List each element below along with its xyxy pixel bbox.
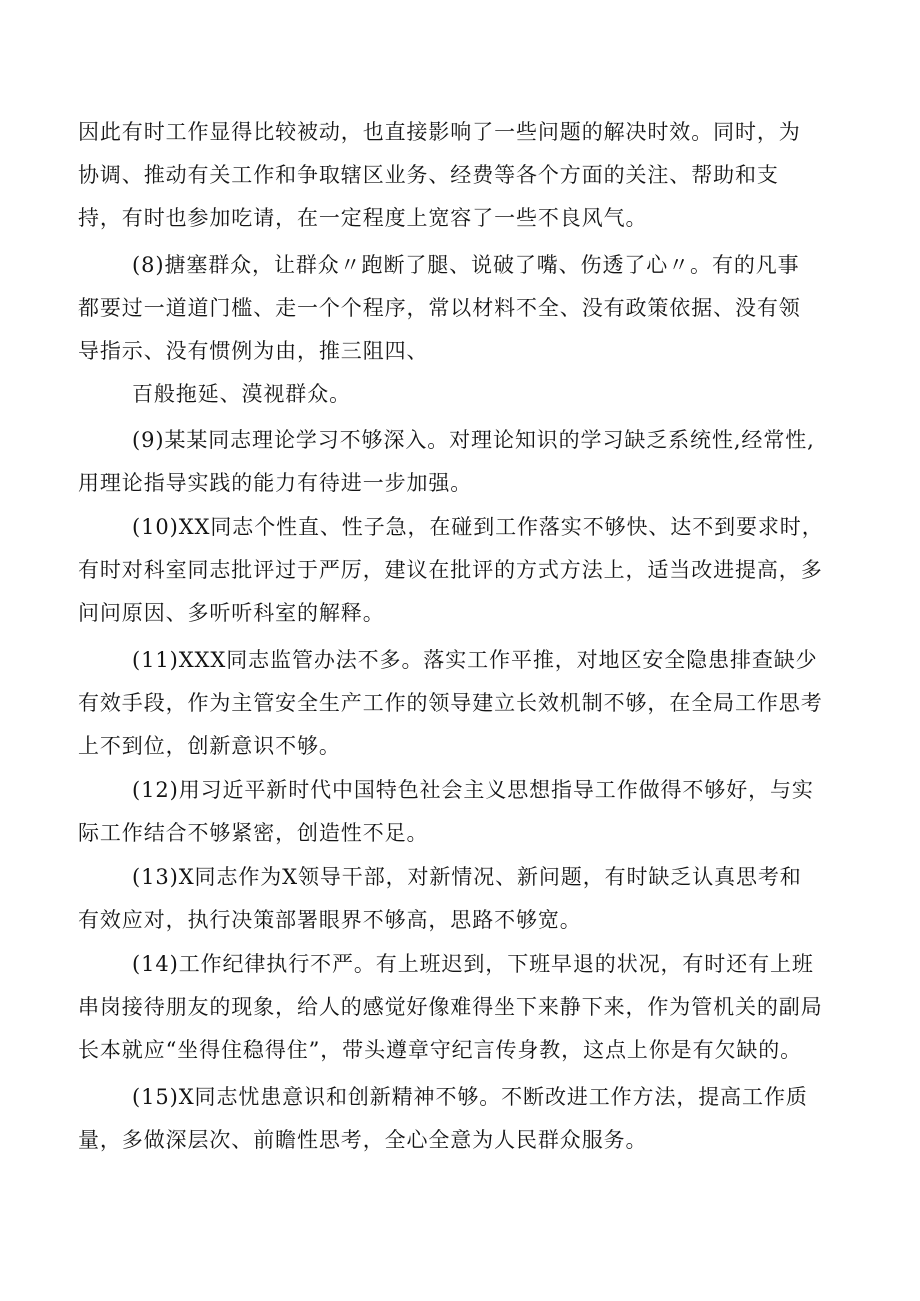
text-line: 际工作结合不够紧密，创造性不足。	[78, 821, 429, 845]
paragraph-14-start: (14)工作纪律执行不严。有上班迟到，下班早退的状况，有时还有上班	[132, 952, 814, 976]
text-line: 长本就应“坐得住稳得住”，带头遵章守纪言传身教，这点上你是有欠缺的。	[78, 1038, 803, 1062]
paragraph-15-start: (15)X同志忧患意识和创新精神不够。不断改进工作方法，提高工作质	[132, 1085, 808, 1109]
text-line: 量，多做深层次、前瞻性思考，全心全意为人民群众服务。	[78, 1128, 648, 1152]
paragraph-13-start: (13)X同志作为X领导干部，对新情况、新问题，有时缺乏认真思考和	[132, 865, 802, 889]
text-line: 用理论指导实践的能力有待进一步加强。	[78, 471, 473, 495]
text-line: 因此有时工作显得比较被动，也直接影响了一些问题的解决时效。同时，为	[78, 120, 801, 144]
text-line: 有效手段，作为主管安全生产工作的领导建立长效机制不够，在全局工作思考	[78, 691, 823, 715]
text-line: 问问原因、多听听科室的解释。	[78, 601, 385, 625]
text-line: 上不到位，创新意识不够。	[78, 734, 341, 758]
paragraph-10-start: (10)XX同志个性直、性子急，在碰到工作落实不够快、达不到要求时，	[132, 515, 824, 539]
paragraph-9-start: (9)某某同志理论学习不够深入。对理论知识的学习缺乏系统性,经常性,	[132, 428, 815, 452]
text-line: 有时对科室同志批评过于严厉，建议在批评的方式方法上，适当改进提高，多	[78, 558, 823, 582]
text-line: 都要过一道道门槛、走一个个程序，常以材料不全、没有政策依据、没有领	[78, 296, 801, 320]
paragraph-8-start: (8)搪塞群众，让群众〃跑断了腿、说破了嘴、伤透了心〃。有的凡事	[132, 253, 800, 277]
text-line: 协调、推动有关工作和争取辖区业务、经费等各个方面的关注、帮助和支	[78, 163, 779, 187]
text-line: 持，有时也参加吃请，在一定程度上宽容了一些不良风气。	[78, 206, 648, 230]
text-line: 串岗接待朋友的现象，给人的感觉好像难得坐下来静下来，作为管机关的副局	[78, 995, 823, 1019]
text-line: 导指示、没有惯例为由，推三阻四、	[78, 339, 429, 363]
paragraph-11-start: (11)XXX同志监管办法不多。落实工作平推，对地区安全隐患排查缺少	[132, 648, 818, 672]
text-line: 有效应对，执行决策部署眼界不够高，思路不够宽。	[78, 908, 582, 932]
paragraph-12-start: (12)用习近平新时代中国特色社会主义思想指导工作做得不够好，与实	[132, 778, 814, 802]
text-line: 百般拖延、漠视群众。	[132, 382, 351, 406]
